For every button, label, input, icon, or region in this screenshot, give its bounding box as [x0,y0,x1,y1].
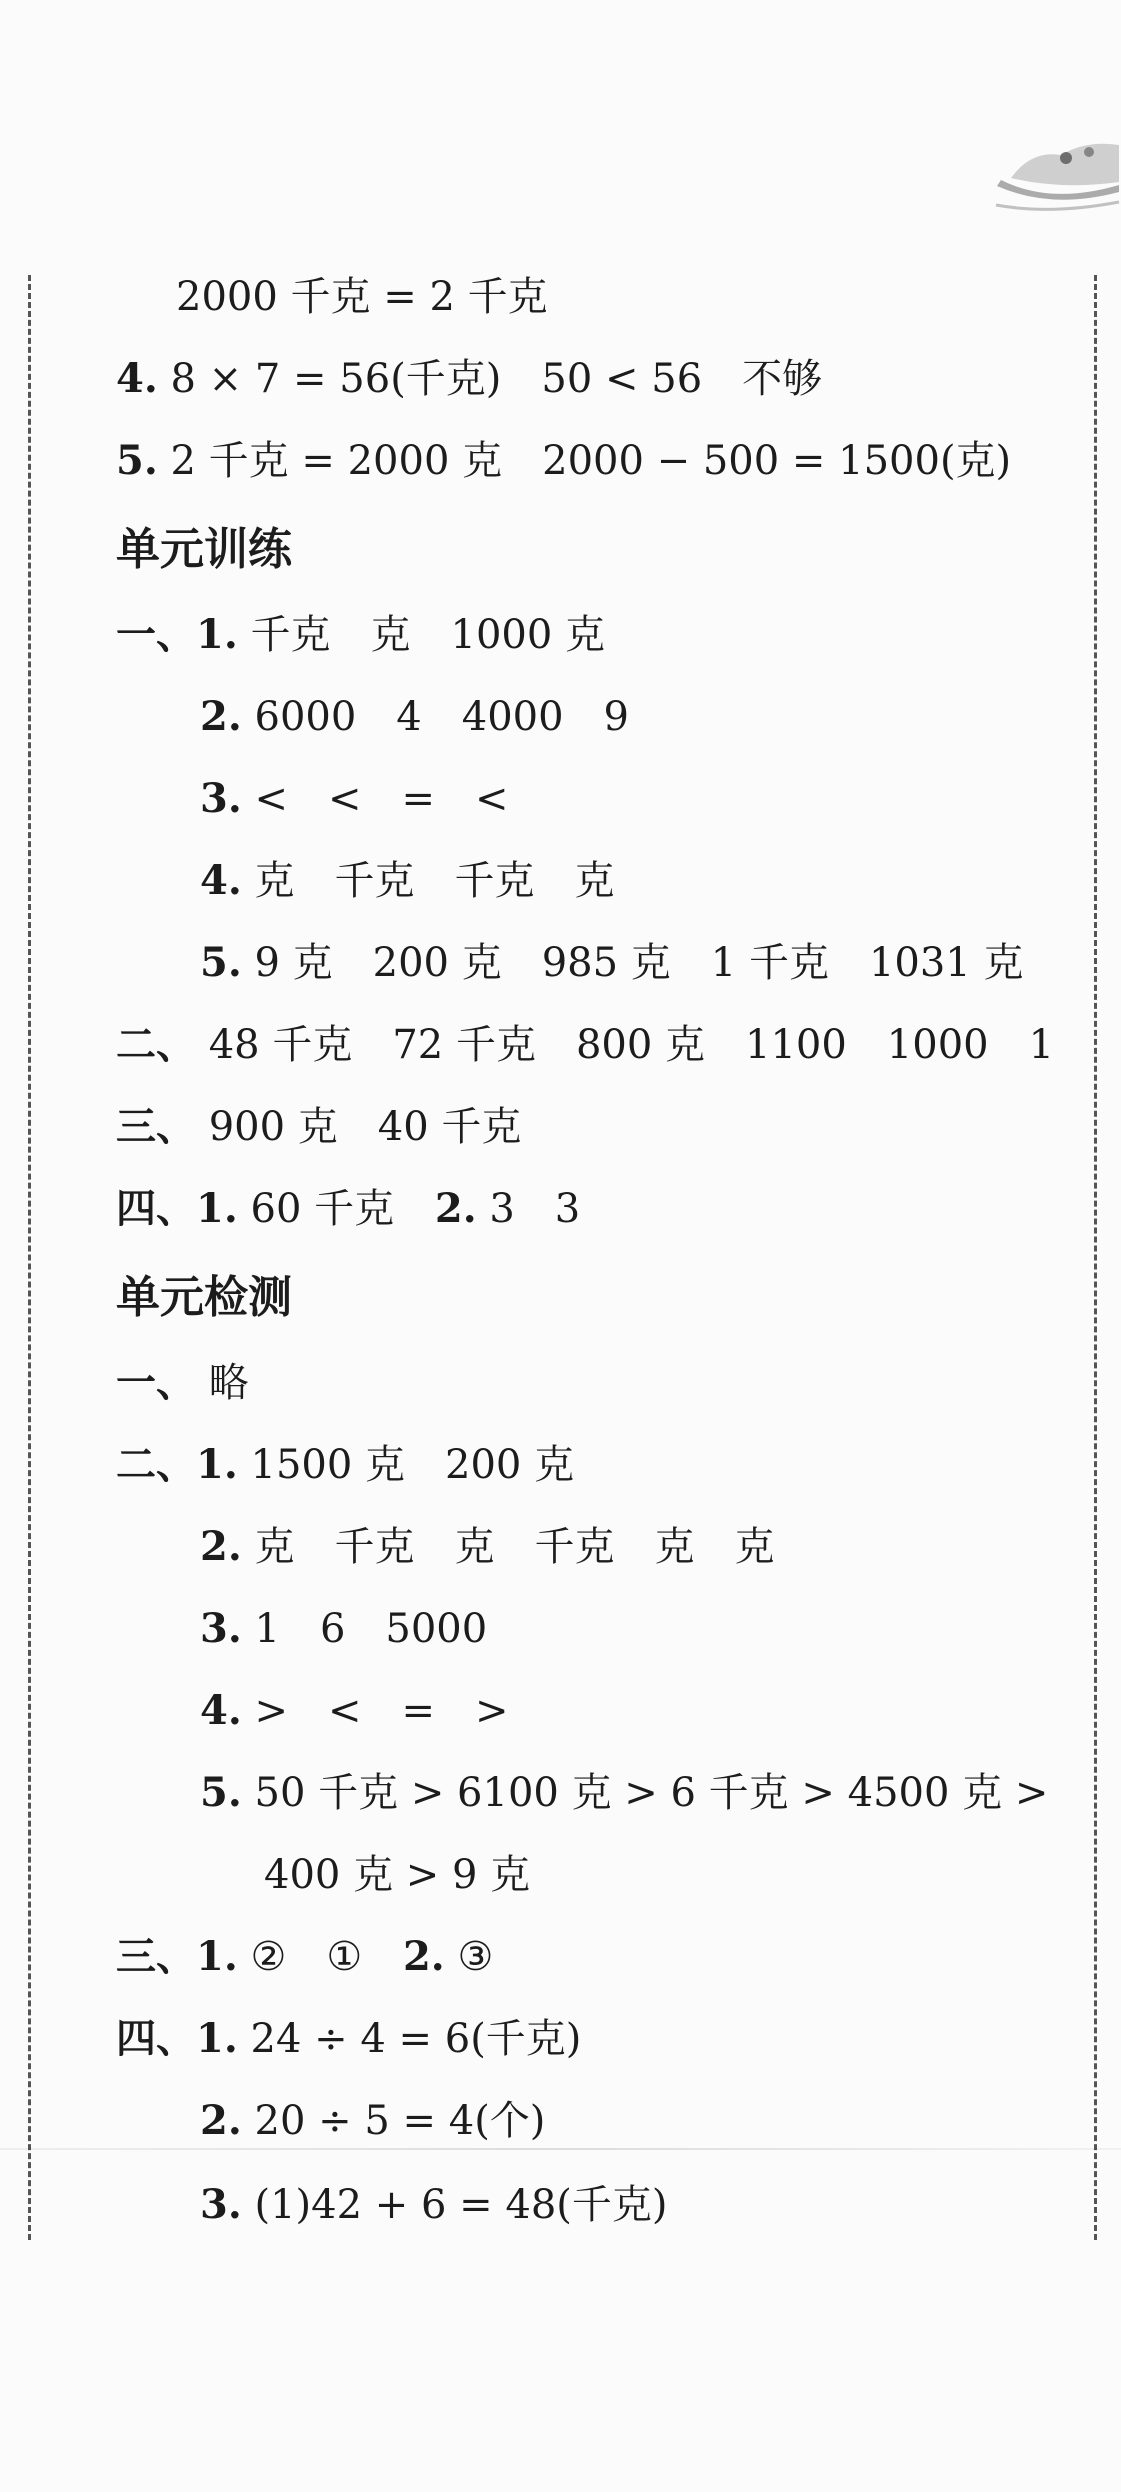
answer-text: 900 克 40 千克 [208,1104,522,1150]
answer-line [116,1096,521,1158]
answer-text: 1 6 5000 [254,1606,488,1652]
answer-line: 一、1. 千克 克 1000 克 [116,604,605,666]
answer-line: 2. 20 ÷ 5 = 4(个) [200,2090,545,2152]
answer-text: 60 千克 [250,1186,395,1232]
answer-line: 4. 8 × 7 = 56(千克) 50 < 56 不够 [116,348,822,410]
item-number: 5 [116,437,144,484]
item-number: 2 [200,693,228,740]
answer-text: 50 千克 > 6100 克 > 6 千克 > 4500 克 > [254,1770,1049,1816]
answer-line: 4. > < = > [200,1680,509,1742]
answer-text: 24 ÷ 4 = 6(千克) [250,2016,582,2062]
answer-line: 5. 50 千克 > 6100 克 > 6 千克 > 4500 克 > [200,1762,1048,1824]
section-number: 二、 [116,1441,196,1488]
answer-line: 四、1. 60 千克 2. 3 3 [116,1178,580,1240]
answer-line: 4. 克 千克 千克 克 [200,850,615,912]
answer-line: 四、1. 24 ÷ 4 = 6(千克) [116,2008,581,2070]
answer-line: 3. 1 6 5000 [200,1598,487,1660]
answer-text: 6000 4 4000 9 [254,694,629,740]
answer-text: 9 克 200 克 985 克 1 千克 1031 克 [254,940,1024,986]
answer-line: 2. 6000 4 4000 9 [200,686,629,748]
item-number: 1 [196,1185,224,1232]
answer-text: 3 3 [489,1186,581,1232]
item-number: 2 [402,1933,431,1980]
answer-text: 8 × 7 = 56(千克) 50 < 56 不够 [170,356,823,402]
answer-line: 2. 克 千克 克 千克 克 克 [200,1516,775,1578]
answer-line: 5. 9 克 200 克 985 克 1 千克 1031 克 [200,932,1023,994]
item-number: 1 [196,1441,224,1488]
item-number: 2 [434,1185,463,1232]
answer-text: > < = > [254,1688,509,1734]
section-number: 二、 [116,1021,196,1068]
answer-line: 3. (1)42 + 6 = 48(千克) [200,2174,668,2236]
answer-text: 1500 克 200 克 [250,1442,575,1488]
left-dashed-border [28,275,31,2240]
item-number: 1 [196,611,224,658]
answer-text: 克 千克 千克 克 [254,858,615,904]
answer-line: 5. 2 千克 = 2000 克 2000 − 500 = 1500(克) [116,430,1011,492]
section-number: 四、 [116,2015,196,2062]
answer-text: ② ① [250,1934,363,1980]
answer-line: 3. < < = < [200,768,509,830]
answer-text: 略 [208,1360,249,1406]
right-dashed-border [1094,275,1097,2240]
answer-line [116,1014,1054,1076]
answer-text: 20 ÷ 5 = 4(个) [254,2098,546,2144]
item-number: 3 [200,775,228,822]
answer-line [264,1844,530,1906]
section-heading: 单元检测 [116,1272,292,1323]
item-number: 1 [196,2015,224,2062]
section-heading: 单元训练 [116,524,292,575]
answer-line: 三、1. ② ① 2. ③ [116,1926,493,1988]
page-fold-line [0,2148,1121,2150]
item-number: 5 [200,1769,228,1816]
answer-text: 千克 克 1000 克 [250,612,606,658]
item-number: 5 [200,939,228,986]
section-number: 一、 [116,611,196,658]
item-number: 4 [116,355,144,402]
answer-line: 二、1. 1500 克 200 克 [116,1434,574,1496]
answer-text: (1)42 + 6 = 48(千克) [254,2182,668,2228]
answer-text: 400 克 > 9 克 [264,1852,531,1898]
section-number: 三、 [116,1933,196,1980]
item-number: 2 [200,2097,228,2144]
answer-text: < < = < [254,776,509,822]
answer-line [116,1352,249,1414]
section-number: 一、 [116,1359,196,1406]
answer-text: 2000 千克 = 2 千克 [176,274,548,320]
boat-illustration [991,110,1121,220]
section-number: 四、 [116,1185,196,1232]
item-number: 3 [200,2181,228,2228]
answer-text: 克 千克 克 千克 克 克 [254,1524,775,1570]
answer-text: ③ [457,1934,494,1980]
answer-text: 2 千克 = 2000 克 2000 − 500 = 1500(克) [170,438,1012,484]
item-number: 3 [200,1605,228,1652]
item-number: 1 [196,1933,224,1980]
item-number: 2 [200,1523,228,1570]
answer-line [176,266,548,328]
item-number: 4 [200,857,228,904]
answer-text: 48 千克 72 千克 800 克 1100 1000 1 [208,1022,1055,1068]
section-number: 三、 [116,1103,196,1150]
item-number: 4 [200,1687,228,1734]
